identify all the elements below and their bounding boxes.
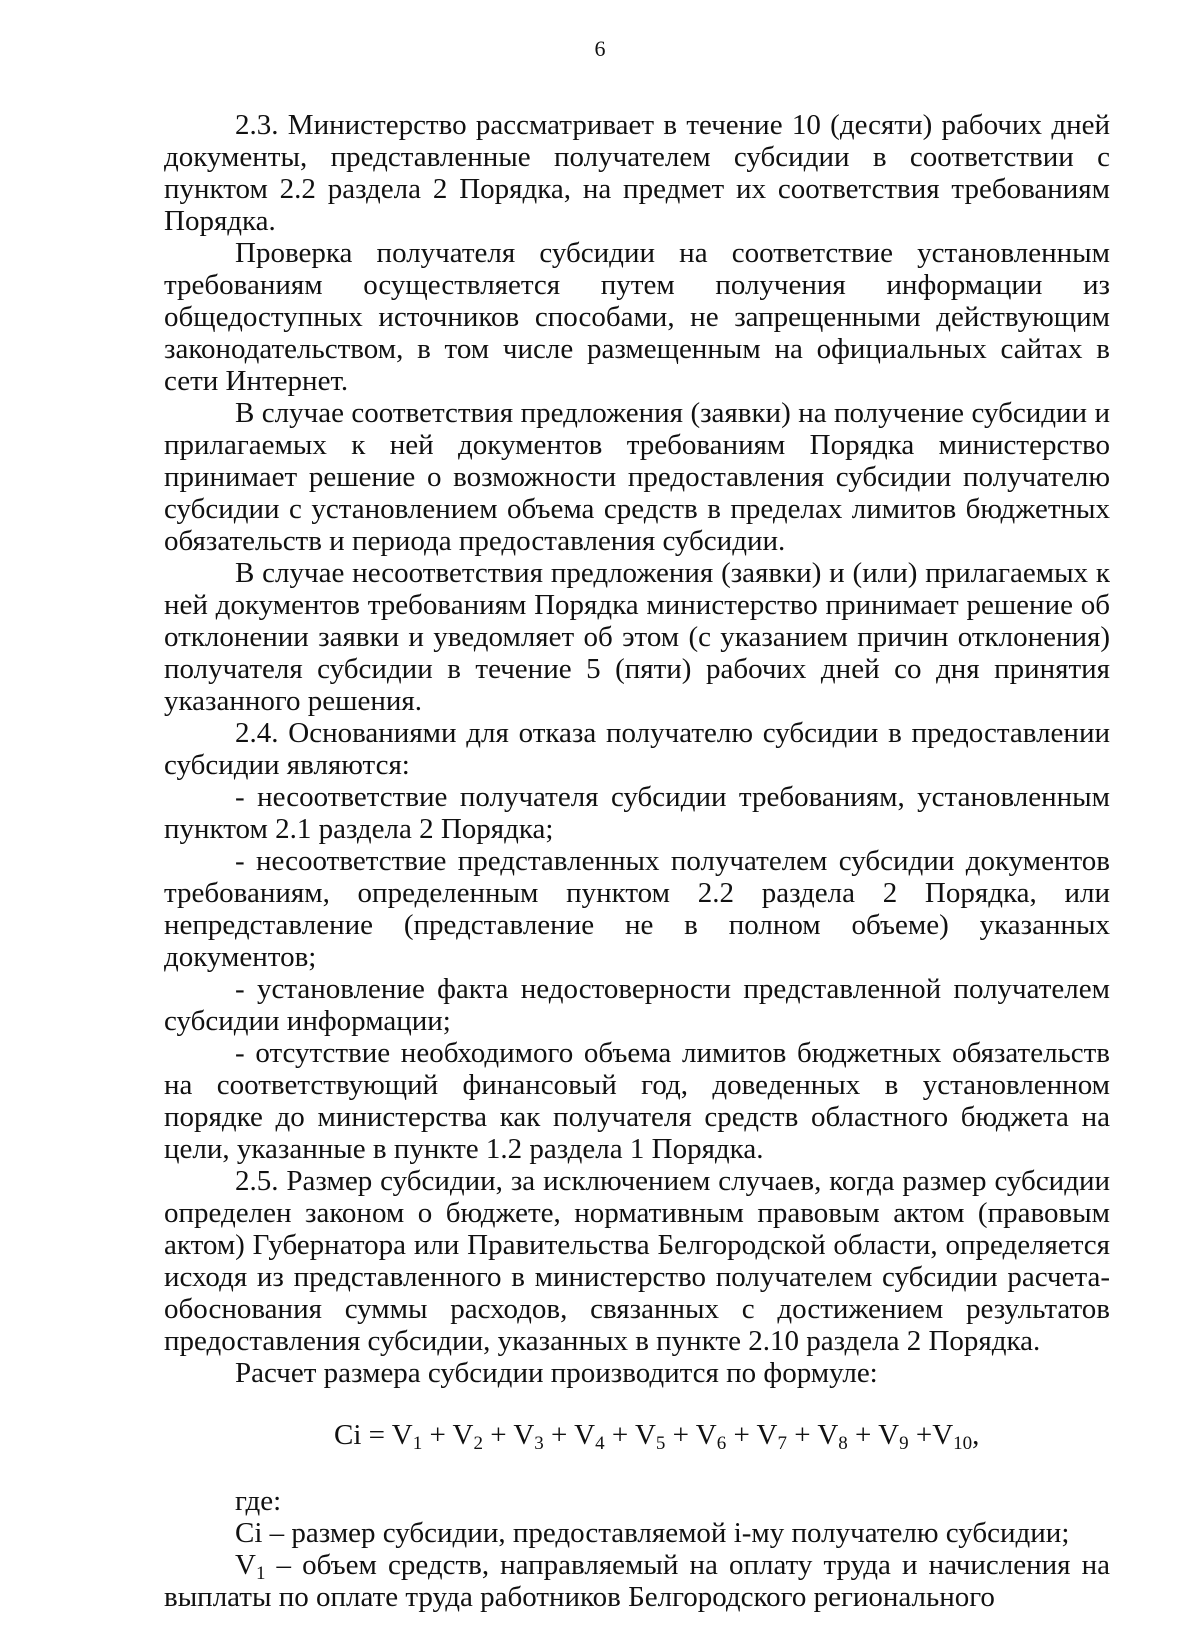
formula-term-v6: $V_6$: [695, 1419, 727, 1454]
definition-v1-index: 1: [255, 1563, 266, 1584]
list-item-noncompliance-documents: - несоответствие представленных получателем субсидии документов требованиям, определенным пунктом 2.2 раздела 2 Порядка, или непредставление (представление не в полном объеме) указанных документов;: [164, 845, 1110, 973]
paragraph-approval-decision: В случае соответствия предложения (заявки) на получение субсидии и прилагаемых к ней документов требованиям Порядка министерство принимает решение о возможности предоставления субсидии получателю субсидии с установлением объема средств в пределах лимитов бюджетных обязательств и периода предоставления субсидии.: [164, 397, 1110, 557]
formula-term-v3: $V_3$: [513, 1419, 544, 1454]
where-label: где:: [235, 1485, 282, 1517]
formula-term-v2: $V_2$: [452, 1419, 483, 1454]
list-item-noncompliance-recipient: - несоответствие получателя субсидии требованиям, установленным пунктом 2.1 раздела 2 Порядка;: [164, 781, 1110, 845]
formula-lhs: Ci: [334, 1419, 362, 1451]
formula-equals: =: [361, 1419, 392, 1451]
formula-term-v9: $V_9$: [878, 1419, 909, 1454]
paragraph-2-3: 2.3. Министерство рассматривает в течение 10 (десяти) рабочих дней документы, представленные получателем субсидии в соответствии с пунктом 2.2 раздела 2 Порядка, на предмет их соответствия требованиям Порядка.: [164, 109, 1110, 237]
definition-ci: Ci – размер субсидии, предоставляемой i-му получателю субсидии;: [235, 1517, 1070, 1549]
page-number: 6: [594, 36, 606, 61]
list-item-unreliable-info: - установление факта недостоверности представленной получателем субсидии информации;: [164, 973, 1110, 1037]
definition-v1: [164, 1549, 1110, 1613]
subsidy-formula: $Ci = V_1 + V_2 + V_3 + V_4 + V_5 + V_6 + V_7 + V_8 + V_9 +V_{10}$,: [334, 1419, 980, 1454]
paragraph-verification: Проверка получателя субсидии на соответствие установленным требованиям осуществляется путем получения информации из общедоступных источников способами, не запрещенными действующим законодательством, в том числе размещенным на официальных сайтах в сети Интернет.: [164, 237, 1110, 397]
paragraph-2-5: 2.5. Размер субсидии, за исключением случаев, когда размер субсидии определен законом о бюджете, нормативным правовым актом (правовым актом) Губернатора или Правительства Белгородской области, определяется исходя из представленного в министерство получателем субсидии расчета-обоснования суммы расходов, связанных с достижением результатов предоставления субсидии, указанных в пункте 2.10 раздела 2 Порядка.: [164, 1165, 1110, 1357]
formula-term-v5: $V_5$: [634, 1419, 666, 1454]
paragraph-2-4: 2.4. Основаниями для отказа получателю субсидии в предоставлении субсидии являются:: [164, 717, 1110, 781]
definition-v1-text: – объем средств, направляемый на оплату труда и начисления на выплаты по оплате труда работников Белгородского регионального: [164, 1549, 1110, 1613]
list-item-budget-limits: - отсутствие необходимого объема лимитов бюджетных обязательств на соответствующий финансовый год, доведенных в установленном порядке до министерства как получателя средств областного бюджета на цели, указанные в пункте 1.2 раздела 1 Порядка.: [164, 1037, 1110, 1165]
document-body: [164, 109, 1110, 1613]
paragraph-formula-intro: Расчет размера субсидии производится по формуле:: [235, 1357, 878, 1389]
definition-v1-symbol: V: [235, 1549, 256, 1581]
formula-term-v4: $V_4$: [574, 1419, 605, 1454]
formula-term-v7: $V_7$: [756, 1419, 787, 1454]
formula-term-v10: $V_{10}$: [932, 1419, 973, 1454]
formula-term-v1: $V_1$: [391, 1419, 423, 1454]
formula-term-v8: $V_8$: [817, 1419, 848, 1454]
paragraph-rejection-decision: В случае несоответствия предложения (заявки) и (или) прилагаемых к ней документов требованиям Порядка министерство принимает решение об отклонении заявки и уведомляет об этом (с указанием причин отклонения) получателя субсидии в течение 5 (пяти) рабочих дней со дня принятия указанного решения.: [164, 557, 1110, 717]
